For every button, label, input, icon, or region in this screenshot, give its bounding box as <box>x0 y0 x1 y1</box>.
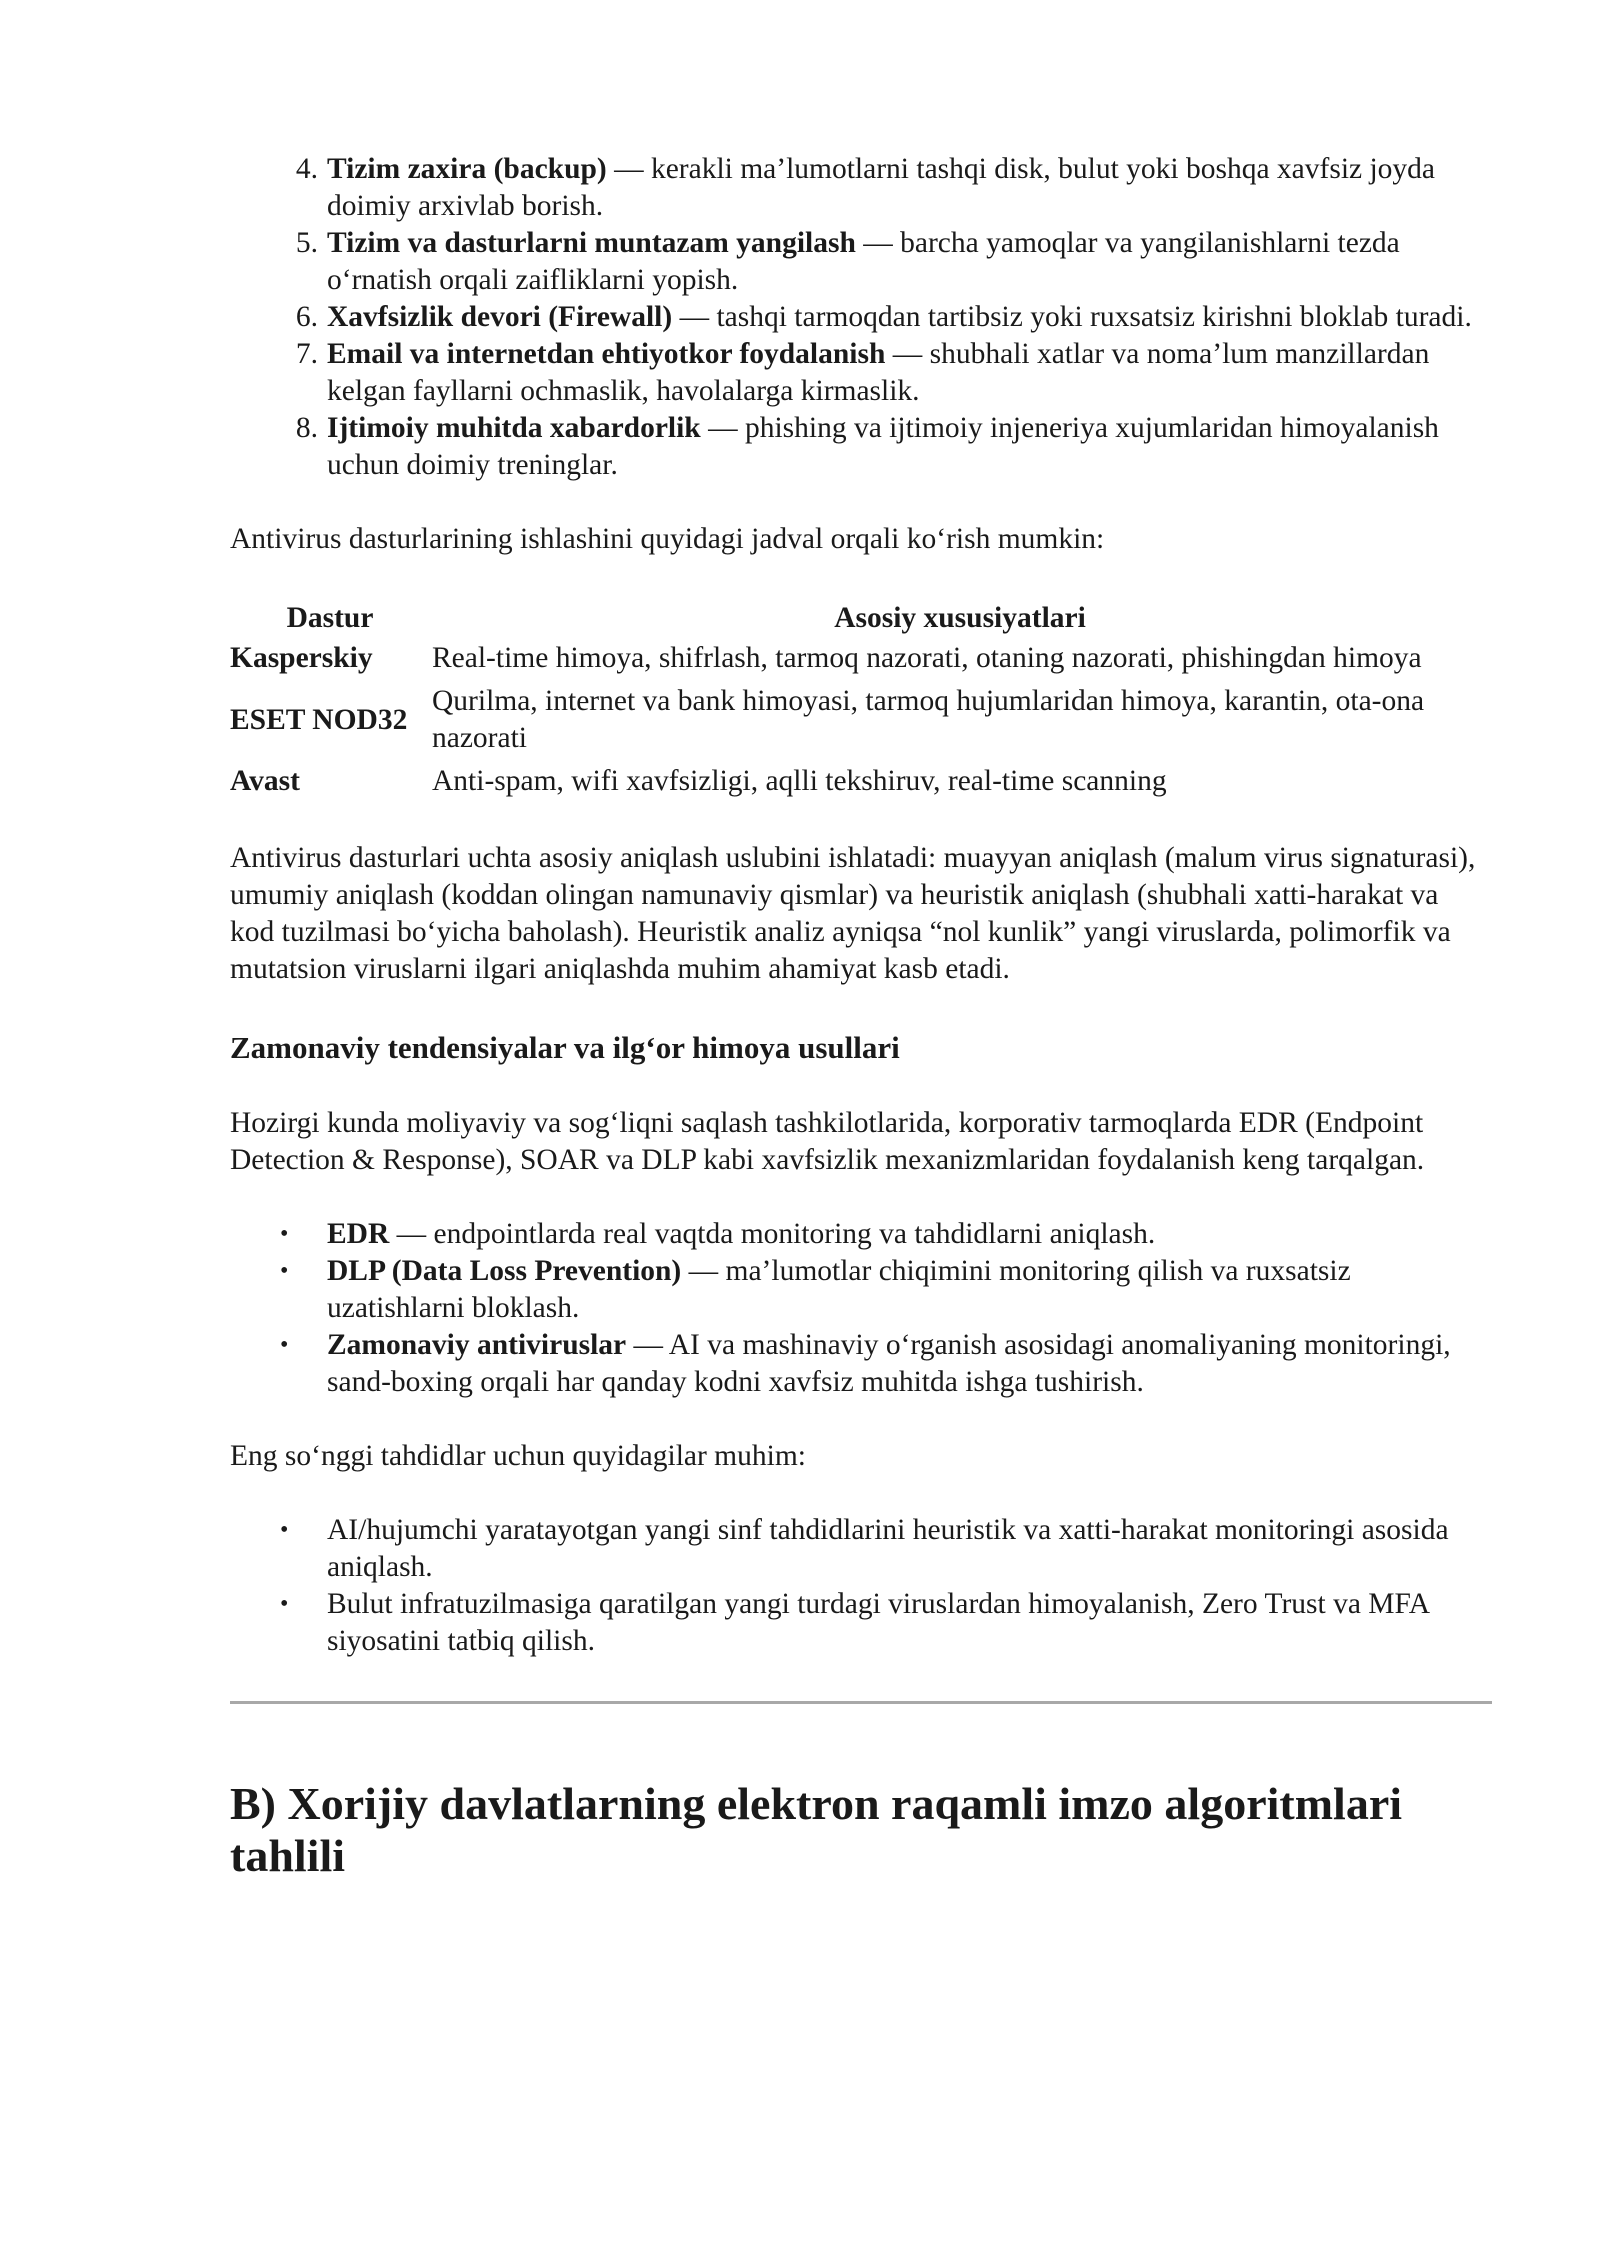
bullet-icon: • <box>280 1591 289 1617</box>
tools-bullet-list <box>230 1216 1490 1401</box>
list-item-text: — phishing va ijtimoiy injeneriya xujumlaridan himoyalanish uchun doimiy treninglar. <box>327 412 1439 481</box>
table-row <box>230 637 1490 680</box>
column-header-features: Asosiy xususiyatlari <box>834 602 1086 634</box>
list-item <box>230 151 1490 225</box>
list-item-text: — tashqi tarmoqdan tartibsiz yoki ruxsatsiz kirishni bloklab turadi. <box>672 301 1472 333</box>
list-item <box>230 1216 1490 1253</box>
list-item <box>230 225 1490 299</box>
list-item <box>230 336 1490 410</box>
list-item-text: — ma’lumotlar chiqimini monitoring qilish va ruxsatsiz uzatishlarni bloklash. <box>327 1255 1351 1324</box>
list-item-text: AI/hujumchi yaratayotgan yangi sinf tahdidlarini heuristik va xatti-harakat monitoringi asosida aniqlash. <box>327 1514 1449 1583</box>
program-features: Real-time himoya, shifrlash, tarmoq nazorati, otaning nazorati, phishingdan himoya <box>432 642 1422 674</box>
detection-methods-paragraph: Antivirus dasturlari uchta asosiy aniqlash uslubini ishlatadi: muayyan aniqlash (malum virus signaturasi), umumiy aniqlash (koddan olingan namunaviy qismlar) va heuristik aniqlash (shubhali xatti-harakat va kod tuzilmasi bo‘yicha baholash). Heuristik analiz ayniqsa “nol kunlik” yangi viruslarda, polimorfik va mutatsion viruslarni ilgari aniqlashda muhim ahamiyat kasb etadi. <box>230 842 1476 985</box>
bullet-icon: • <box>280 1221 289 1247</box>
bullet-icon: • <box>280 1258 289 1284</box>
bullet-icon: • <box>280 1332 289 1358</box>
program-name: ESET NOD32 <box>230 703 408 736</box>
horizontal-divider <box>230 1701 1492 1704</box>
list-item-text: Bulut infratuzilmasiga qaratilgan yangi turdagi viruslardan himoyalanish, Zero Trust va MFA siyosatini tatbiq qilish. <box>327 1588 1429 1657</box>
list-number: 4. <box>295 153 318 185</box>
list-number: 6. <box>295 301 318 333</box>
program-name: Kasperskiy <box>230 642 373 674</box>
program-features: Anti-spam, wifi xavfsizligi, aqlli tekshiruv, real-time scanning <box>432 765 1167 797</box>
section-subheading: Zamonaviy tendensiyalar va ilg‘or himoya usullari <box>230 1030 900 1065</box>
list-item-text: — shubhali xatlar va noma’lum manzillardan kelgan fayllarni ochmaslik, havolalarga kirmaslik. <box>327 338 1430 407</box>
numbered-list <box>230 151 1490 484</box>
latest-bullet-list <box>230 1512 1490 1660</box>
list-item-title: Tizim va dasturlarni muntazam yangilash <box>327 227 856 259</box>
list-item <box>230 1327 1490 1401</box>
program-name: Avast <box>230 765 300 797</box>
list-item-text: — kerakli ma’lumotlarni tashqi disk, bulut yoki boshqa xavfsiz joyda doimiy arxivlab borish. <box>327 153 1436 222</box>
latest-threats-paragraph: Eng so‘nggi tahdidlar uchun quyidagilar muhim: <box>230 1440 806 1472</box>
table-intro-paragraph: Antivirus dasturlarining ishlashini quyidagi jadval orqali ko‘rish mumkin: <box>230 523 1105 555</box>
list-item-title: DLP (Data Loss Prevention) <box>327 1255 682 1287</box>
list-item <box>230 1586 1490 1660</box>
antivirus-table <box>230 600 1490 803</box>
list-item-title: Email va internetdan ehtiyotkor foydalanish <box>327 338 886 370</box>
list-item-title: Xavfsizlik devori (Firewall) <box>327 301 673 333</box>
column-header-program: Dastur <box>286 602 374 634</box>
bullet-icon: • <box>280 1517 289 1543</box>
document-page <box>230 151 1490 1882</box>
list-item-title: Zamonaviy antiviruslar <box>327 1329 627 1361</box>
list-item <box>230 410 1490 484</box>
program-features: Qurilma, internet va bank himoyasi, tarmoq hujumlaridan himoya, karantin, ota-ona nazorati <box>432 685 1425 754</box>
list-item-text: — barcha yamoqlar va yangilanishlarni tezda o‘rnatish orqali zaifliklarni yopish. <box>327 227 1400 296</box>
list-item <box>230 1512 1490 1586</box>
list-number: 5. <box>295 227 318 259</box>
list-number: 7. <box>295 338 318 370</box>
table-row <box>230 680 1490 760</box>
list-item <box>230 1253 1490 1327</box>
list-number: 8. <box>295 412 318 444</box>
list-item-title: Ijtimoiy muhitda xabardorlik <box>327 412 701 444</box>
list-item-title: Tizim zaxira (backup) <box>327 153 607 185</box>
section-heading: B) Xorijiy davlatlarning elektron raqamli imzo algoritmlari tahlili <box>230 1778 1403 1881</box>
list-item-text: — AI va mashinaviy o‘rganish asosidagi anomaliyaning monitoringi, sand-boxing orqali har qanday kodni xavfsiz muhitda ishga tushirish. <box>327 1329 1451 1398</box>
list-item-text: — endpointlarda real vaqtda monitoring va tahdidlarni aniqlash. <box>389 1218 1156 1250</box>
table-header-row <box>230 600 1490 637</box>
table-row <box>230 760 1490 803</box>
list-item-title: EDR <box>327 1218 390 1250</box>
trends-paragraph: Hozirgi kunda moliyaviy va sog‘liqni saqlash tashkilotlarida, korporativ tarmoqlarda EDR (Endpoint Detection & Response), SOAR va DLP kabi xavfsizlik mexanizmlaridan foydalanish keng tarqalgan. <box>230 1107 1425 1176</box>
list-item <box>230 299 1490 336</box>
